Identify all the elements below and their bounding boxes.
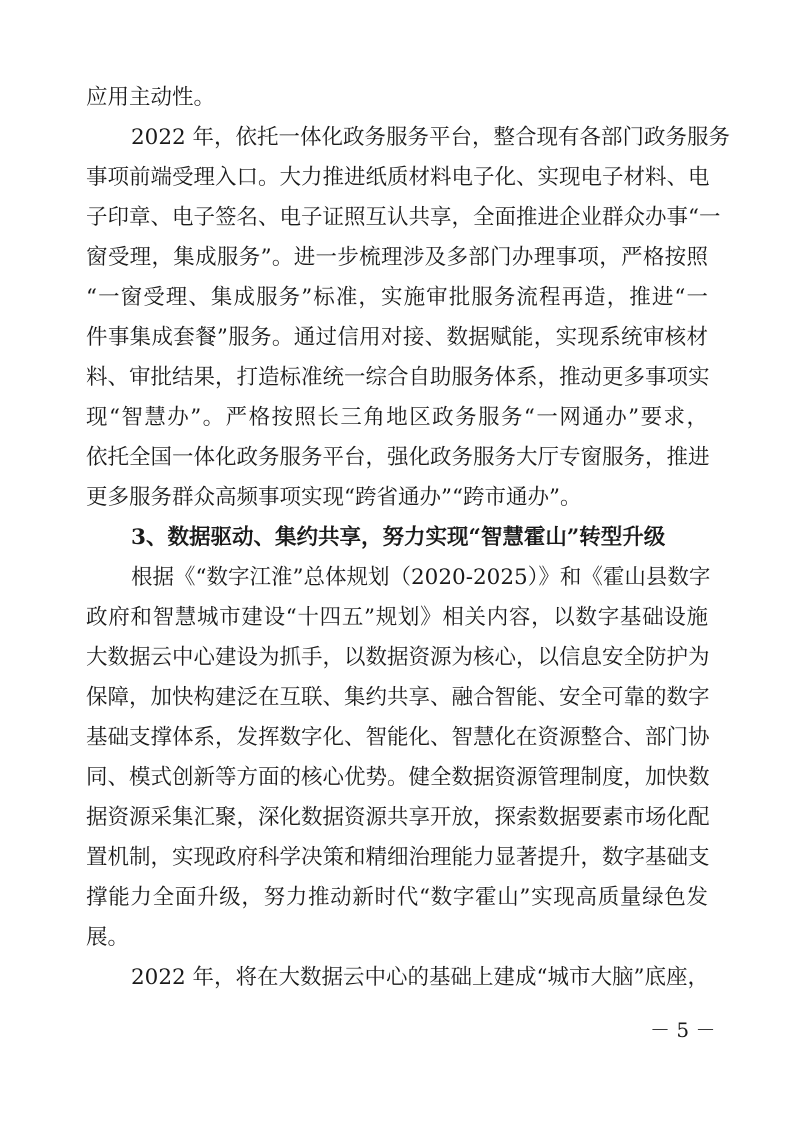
- text-line: 撑能力全面升级，努力推动新时代“数字霍山”实现高质量绿色发: [86, 885, 708, 910]
- text-line: 2022 年，依托一体化政务服务平台，整合现有各部门政务服务: [131, 125, 731, 150]
- text-line: 现“智慧办”。严格按照长三角地区政务服务“一网通办”要求，: [86, 405, 708, 430]
- text-line: 基础支撑体系，发挥数字化、智能化、智慧化在资源整合、部门协: [86, 725, 710, 750]
- text-line: 料、审批结果，打造标准统一综合自助服务体系，推动更多事项实: [86, 365, 710, 390]
- text-line: 应用主动性。: [86, 85, 216, 110]
- text-line: 展。: [86, 925, 130, 950]
- text-line: 政府和智慧城市建设“十四五”规划》相关内容，以数字基础设施: [86, 605, 708, 630]
- text-line: 2022 年，将在大数据云中心的基础上建成“城市大脑”底座，: [131, 965, 710, 990]
- text-line: 子印章、电子签名、电子证照互认共享，全面推进企业群众办事“一: [86, 205, 721, 230]
- page-number: － 5 －: [650, 1018, 716, 1042]
- text-line: 置机制，实现政府科学决策和精细治理能力显著提升，数字基础支: [86, 845, 710, 870]
- text-line: 件事集成套餐”服务。通过信用对接、数据赋能，实现系统审核材: [86, 325, 708, 350]
- text-line: 同、模式创新等方面的核心优势。健全数据资源管理制度，加快数: [86, 765, 710, 790]
- section-heading: 3、数据驱动、集约共享，努力实现“智慧霍山”转型升级: [131, 525, 666, 550]
- text-line: 事项前端受理入口。大力推进纸质材料电子化、实现电子材料、电: [86, 165, 710, 190]
- text-line: 窗受理，集成服务”。进一步梳理涉及多部门办理事项，严格按照: [86, 245, 708, 270]
- text-line: “一窗受理、集成服务”标准，实施审批服务流程再造，推进“一: [86, 285, 708, 310]
- text-line: 保障，加快构建泛在互联、集约共享、融合智能、安全可靠的数字: [86, 685, 710, 710]
- text-line: 据资源采集汇聚，深化数据资源共享开放，探索数据要素市场化配: [86, 805, 710, 830]
- text-line: 根据《“数字江淮”总体规划（2020-2025）》和《霍山县数字: [131, 565, 711, 590]
- text-line: 依托全国一体化政务服务平台，强化政务服务大厅专窗服务，推进: [86, 445, 710, 470]
- text-line: 更多服务群众高频事项实现“跨省通办”“跨市通办”。: [86, 485, 582, 510]
- text-line: 大数据云中心建设为抓手，以数据资源为核心，以信息安全防护为: [86, 645, 710, 670]
